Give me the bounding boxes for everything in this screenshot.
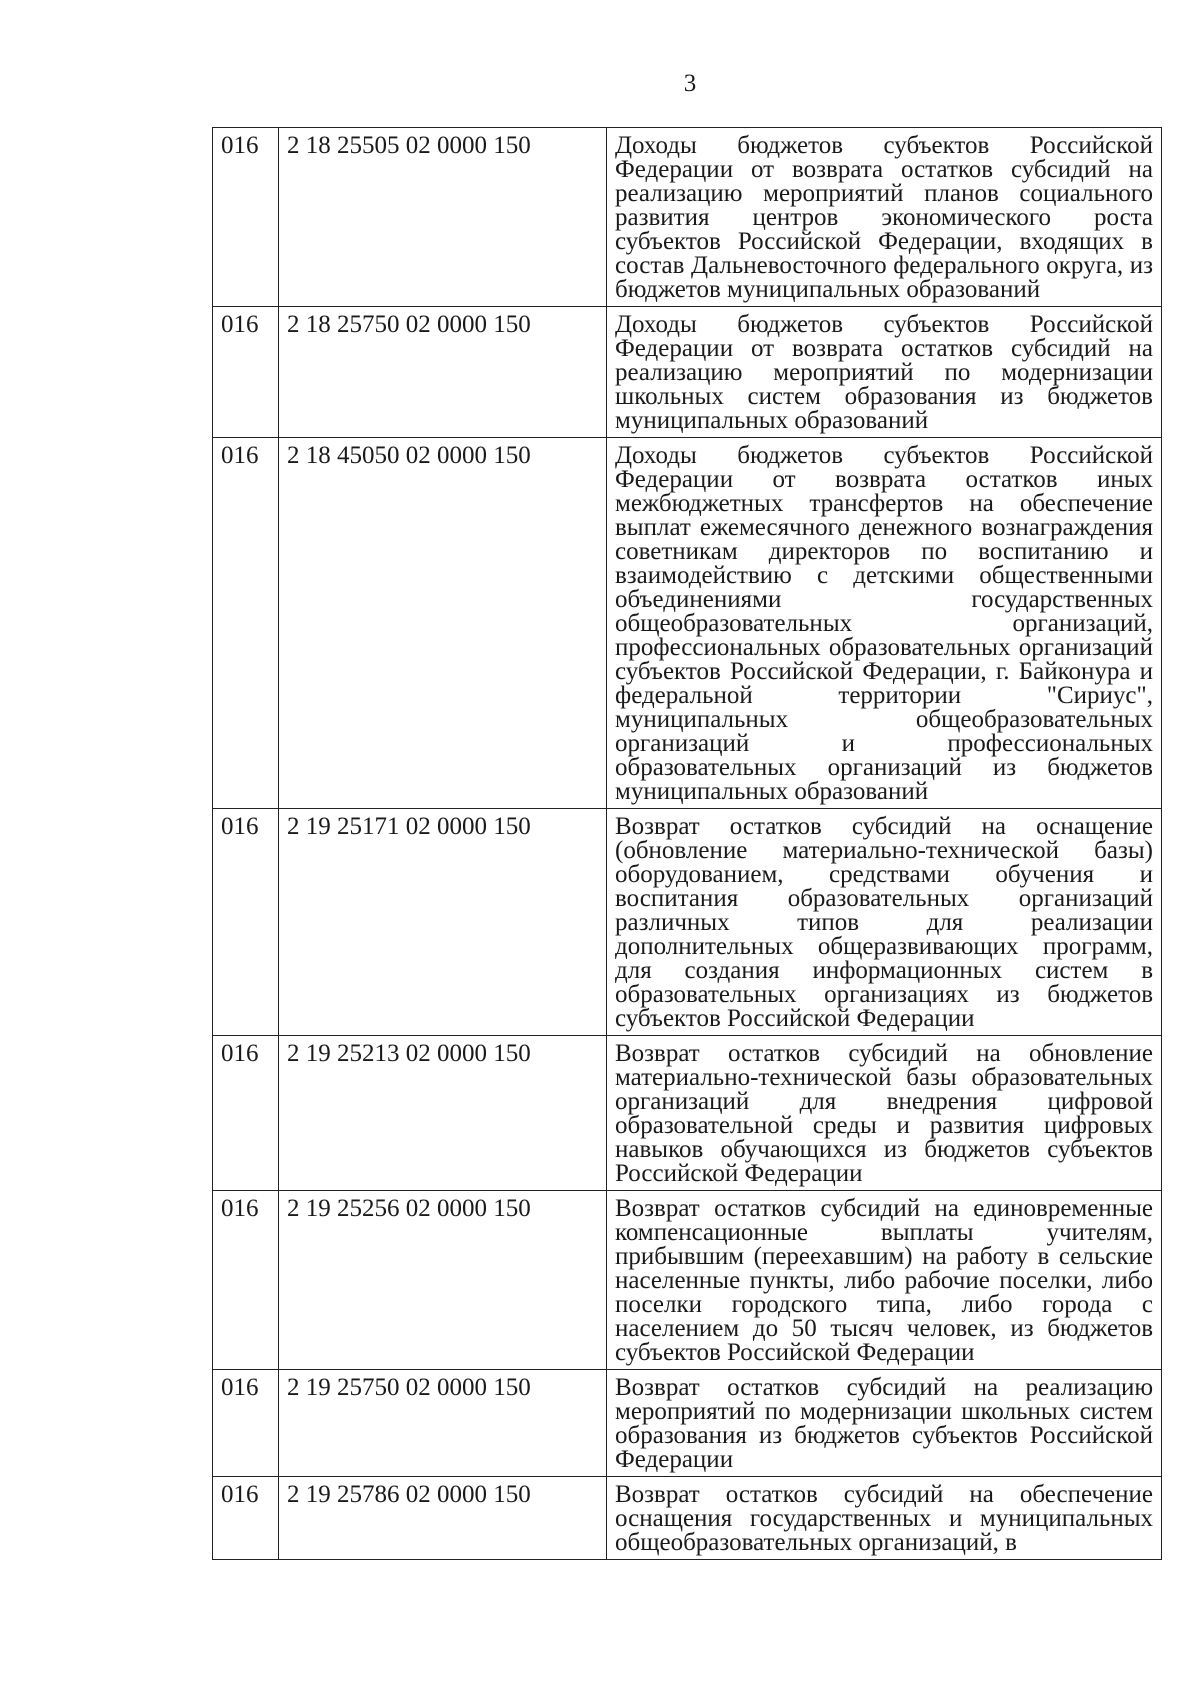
admin-code-cell: 016: [213, 1370, 279, 1477]
budget-code-cell: 2 18 25750 02 0000 150: [279, 307, 607, 438]
table-row: [213, 128, 1162, 307]
budget-code-cell: 2 19 25256 02 0000 150: [279, 1191, 607, 1370]
table-body: [213, 128, 1162, 1560]
description-cell: Возврат остатков субсидий на обеспечение оснащения государственных и муниципальных общеобразовательных организаций, в: [607, 1477, 1162, 1560]
table-row: [213, 1036, 1162, 1191]
description-cell: Возврат остатков субсидий на единовременные компенсационные выплаты учителям, прибывшим (переехавшим) на работу в сельские населенные пункты, либо рабочие поселки, либо поселки городского типа, либо города с населением до 50 тысяч человек, из бюджетов субъектов Российской Федерации: [607, 1191, 1162, 1370]
description-cell: Возврат остатков субсидий на реализацию мероприятий по модернизации школьных систем образования из бюджетов субъектов Российской Федерации: [607, 1370, 1162, 1477]
admin-code-cell: 016: [213, 1477, 279, 1560]
admin-code-cell: 016: [213, 1036, 279, 1191]
budget-code-cell: 2 19 25786 02 0000 150: [279, 1477, 607, 1560]
budget-codes-table: [212, 127, 1162, 1560]
admin-code-cell: 016: [213, 1191, 279, 1370]
budget-code-cell: 2 19 25213 02 0000 150: [279, 1036, 607, 1191]
description-cell: Возврат остатков субсидий на обновление материально-технической базы образовательных организаций для внедрения цифровой образовательной среды и развития цифровых навыков обучающихся из бюджетов субъектов Российской Федерации: [607, 1036, 1162, 1191]
table-row: [213, 307, 1162, 438]
admin-code-cell: 016: [213, 809, 279, 1036]
description-cell: Возврат остатков субсидий на оснащение (обновление материально-технической базы) оборудованием, средствами обучения и воспитания образовательных организаций различных типов для реализации дополнительных общеразвивающих программ, для создания информационных систем в образовательных организациях из бюджетов субъектов Российской Федерации: [607, 809, 1162, 1036]
description-cell: Доходы бюджетов субъектов Российской Федерации от возврата остатков субсидий на реализацию мероприятий планов социального развития центров экономического роста субъектов Российской Федерации, входящих в состав Дальневосточного федерального округа, из бюджетов муниципальных образований: [607, 128, 1162, 307]
table-row: [213, 1191, 1162, 1370]
admin-code-cell: 016: [213, 128, 279, 307]
budget-code-cell: 2 18 25505 02 0000 150: [279, 128, 607, 307]
admin-code-cell: 016: [213, 307, 279, 438]
budget-code-cell: 2 18 45050 02 0000 150: [279, 438, 607, 809]
budget-code-cell: 2 19 25171 02 0000 150: [279, 809, 607, 1036]
description-cell: Доходы бюджетов субъектов Российской Федерации от возврата остатков иных межбюджетных трансфертов на обеспечение выплат ежемесячного денежного вознаграждения советникам директоров по воспитанию и взаимодействию с детскими общественными объединениями государственных общеобразовательных организаций, профессиональных образовательных организаций субъектов Российской Федерации, г. Байконура и федеральной территории "Сириус", муниципальных общеобразовательных организаций и профессиональных образовательных организаций из бюджетов муниципальных образований: [607, 438, 1162, 809]
table-row: [213, 438, 1162, 809]
table-row: [213, 1477, 1162, 1560]
admin-code-cell: 016: [213, 438, 279, 809]
description-cell: Доходы бюджетов субъектов Российской Федерации от возврата остатков субсидий на реализацию мероприятий по модернизации школьных систем образования из бюджетов муниципальных образований: [607, 307, 1162, 438]
page-number: 3: [683, 70, 697, 97]
table-row: [213, 809, 1162, 1036]
budget-code-cell: 2 19 25750 02 0000 150: [279, 1370, 607, 1477]
table-row: [213, 1370, 1162, 1477]
